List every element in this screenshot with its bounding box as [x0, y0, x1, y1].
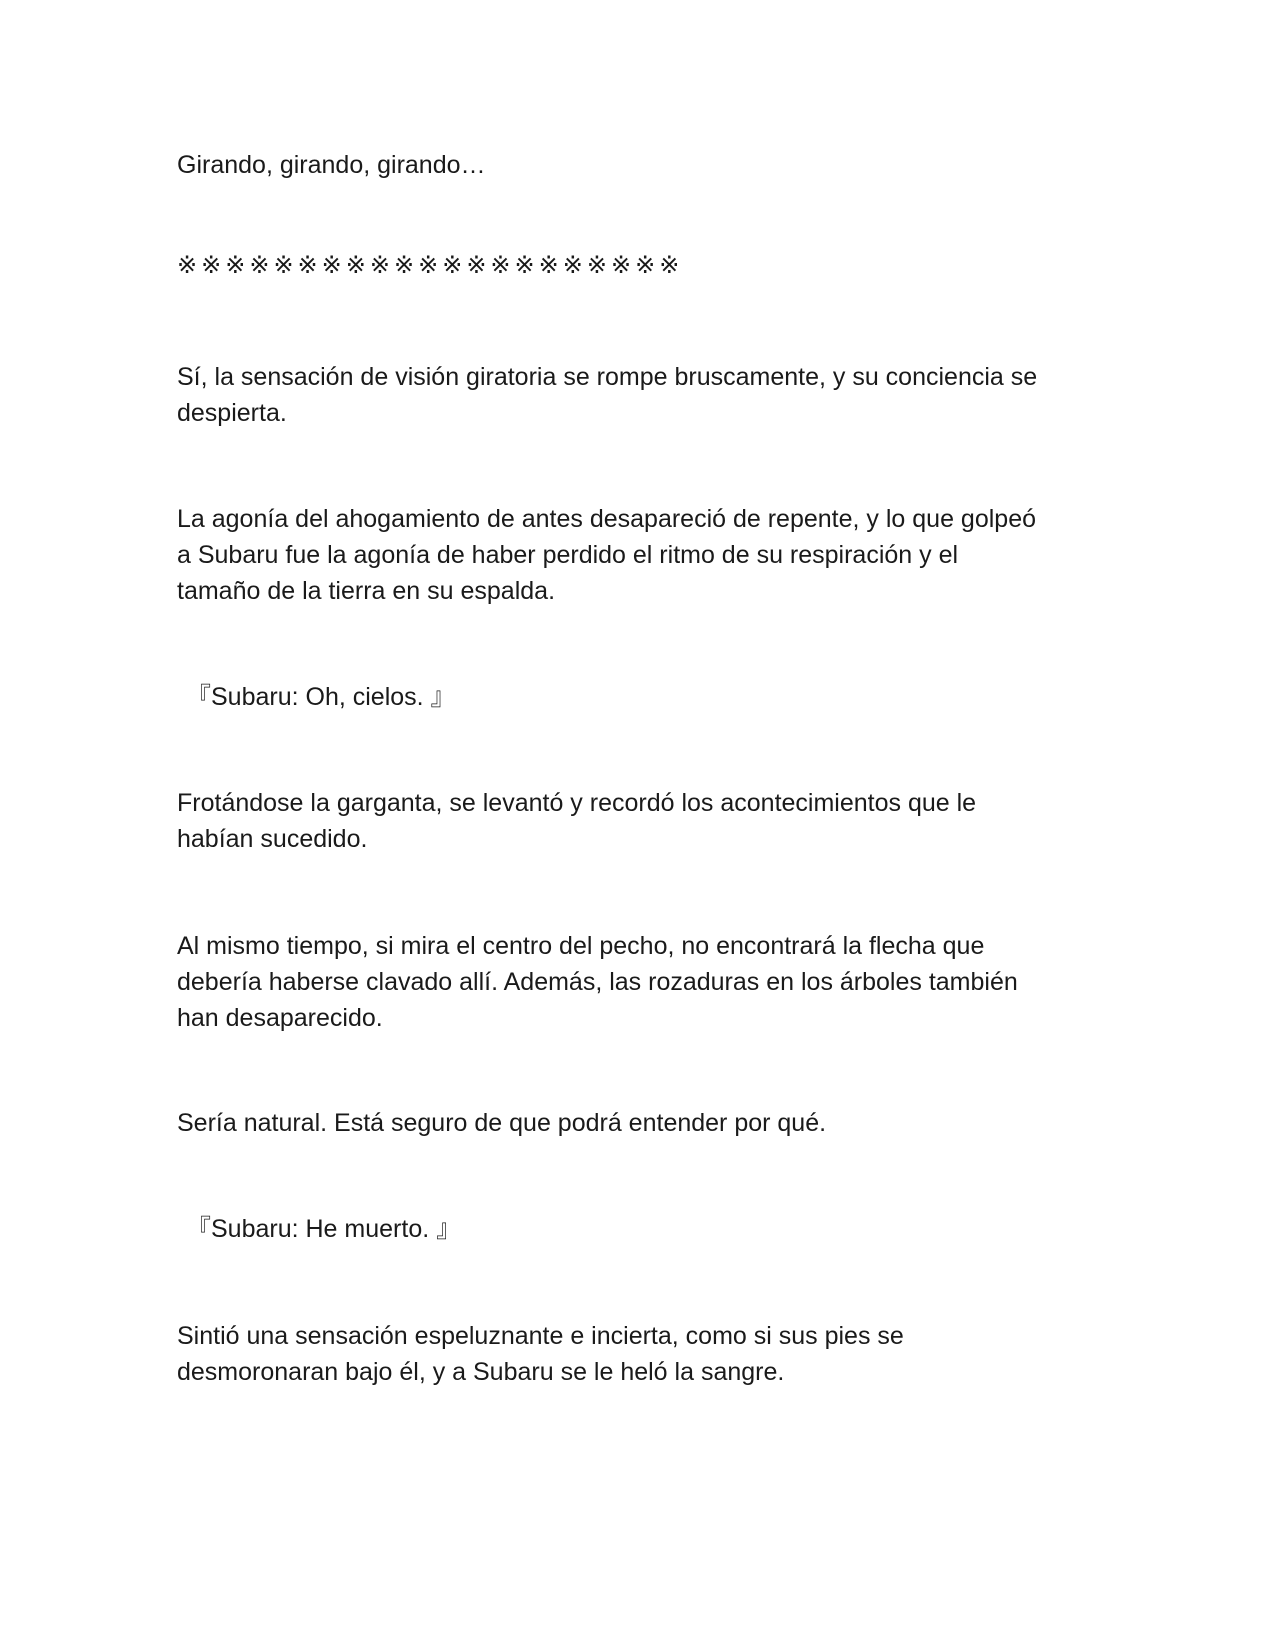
text-line: Al mismo tiempo, si mira el centro del pecho, no encontrará la flecha que [177, 932, 985, 960]
text-line: Sintió una sensación espeluznante e incierta, como si sus pies se [177, 1322, 904, 1350]
text-line: han desaparecido. [177, 1004, 383, 1032]
text-line: Frotándose la garganta, se levantó y recordó los acontecimientos que le [177, 789, 977, 817]
text-line: Girando, girando, girando… [177, 151, 486, 179]
text-line: despierta. [177, 399, 287, 427]
section-separator: ※※※※※※※※※※※※※※※※※※※※※ [177, 251, 684, 279]
text-line: Sería natural. Está seguro de que podrá entender por qué. [177, 1109, 827, 1137]
text-line: debería haberse clavado allí. Además, las rozaduras en los árboles también [177, 968, 1018, 996]
text-line: desmoronaran bajo él, y a Subaru se le heló la sangre. [177, 1358, 785, 1386]
text-line: La agonía del ahogamiento de antes desapareció de repente, y lo que golpeó [177, 505, 1036, 533]
dialogue-line: 『Subaru: He muerto. 』 [186, 1215, 462, 1243]
text-line: tamaño de la tierra en su espalda. [177, 577, 556, 605]
text-line: habían sucedido. [177, 825, 368, 853]
text-line: Sí, la sensación de visión giratoria se rompe bruscamente, y su conciencia se [177, 363, 1038, 391]
text-line: a Subaru fue la agonía de haber perdido el ritmo de su respiración y el [177, 541, 959, 569]
dialogue-line: 『Subaru: Oh, cielos. 』 [186, 683, 456, 711]
